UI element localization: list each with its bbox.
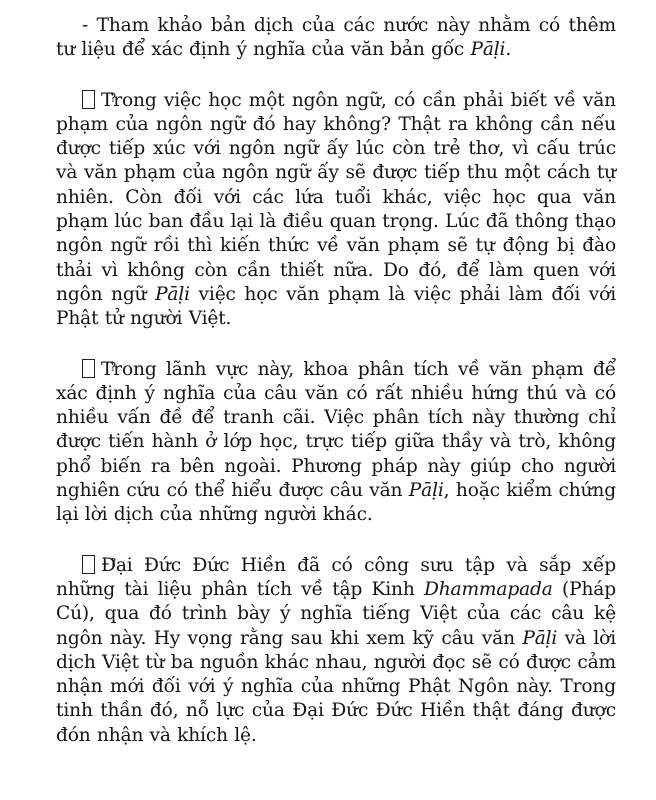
glyph-box-icon xyxy=(82,359,95,378)
paragraph xyxy=(56,554,616,748)
italic-term: Pāḷi xyxy=(470,39,506,61)
text-run: . xyxy=(505,39,512,61)
glyph-box-icon xyxy=(82,90,95,109)
text-run: Trong việc học một ngôn ngữ, có cần phải biết về văn phạm của ngôn ngữ đó hay không? Thật ra không cần nếu được tiếp xúc với ngôn ngữ ấy lúc còn trẻ thơ, vì cấu trúc và văn phạm của ngôn ngữ ấy sẽ được tiếp thu một cách tự nhiên. Còn đối với các lứa tuổi khác, việc học qua văn phạm lúc ban đầu lại là điều quan trọng. Lúc đã thông thạo ngôn ngữ rồi thì kiến thức về văn phạm sẽ tự động bị đào thải vì không còn cần thiết nữa. Do đó, để làm quen với ngôn ngữ xyxy=(56,89,616,305)
text-run: , hoặc kiểm chứng lại lời dịch của những người khác. xyxy=(56,480,616,526)
paragraph xyxy=(56,89,616,332)
italic-term: Pāḷi xyxy=(522,627,558,649)
text-run: (Pháp Cú), qua đó trình bày ý nghĩa tiếng Việt của các câu kệ ngôn này. Hy vọng rằng sau khi xem kỹ câu văn xyxy=(56,578,616,649)
glyph-box-icon xyxy=(82,555,95,574)
text-run: - Tham khảo bản dịch của các nước này nhằm có thêm tư liệu để xác định ý nghĩa của văn bản gốc xyxy=(56,15,616,61)
italic-term: Pāḷi xyxy=(408,480,444,502)
text-run: và lời dịch Việt từ ba nguồn khác nhau, người đọc sẽ có được cảm nhận mới đối với ý nghĩa của những Phật Ngôn này. Trong tinh thần đó, nỗ lực của Đại Đức Đức Hiền thật đáng được đón nhận và khích lệ. xyxy=(56,627,616,746)
text-run: Đại Đức Đức Hiền đã có công sưu tập và sắp xếp những tài liệu phân tích về tập Kinh xyxy=(56,554,616,600)
document-page xyxy=(56,14,616,774)
italic-term: Dhammapada xyxy=(423,578,553,600)
text-run: Trong lãnh vực này, khoa phân tích về văn phạm để xác định ý nghĩa của câu văn có rất nhiều hứng thú và có nhiều vấn đề để tranh cãi. Việc phân tích này thường chỉ được tiến hành ở lớp học, trực tiếp giữa thầy và trò, không phổ biến ra bên ngoài. Phương pháp này giúp cho người nghiên cứu có thể hiểu được câu văn xyxy=(56,358,616,502)
italic-term: Pāḷi xyxy=(155,283,190,305)
paragraph xyxy=(56,358,616,528)
paragraph xyxy=(56,14,616,63)
text-run: việc học văn phạm là việc phải làm đối với Phật tử người Việt. xyxy=(56,283,616,330)
